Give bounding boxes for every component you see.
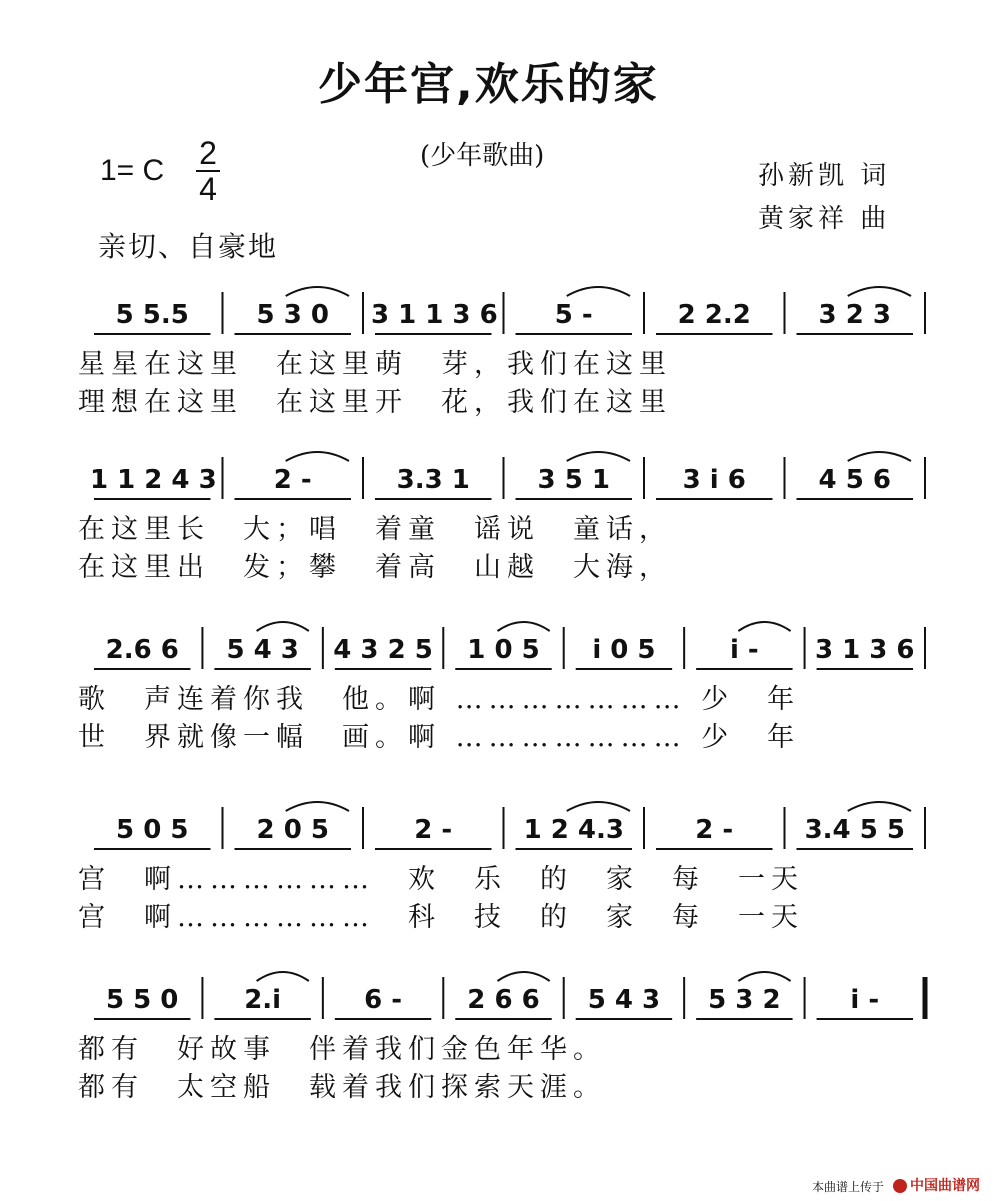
measure: 5 5.5 [115, 300, 189, 330]
lyric-line-2: 都有 太空船 载着我们探索天涯。 [78, 1072, 606, 1103]
slur-arc [497, 622, 549, 631]
measure: 1 2 4.3 [523, 815, 624, 845]
slur-arc [257, 972, 309, 981]
lyric-line-1: 星星在这里 在这里萌 芽，我们在这里 [78, 349, 672, 380]
footer-site-logo [893, 1175, 980, 1195]
measure: 3 5 1 [537, 465, 610, 495]
time-sig-top: 2 [199, 135, 217, 171]
measure: 5 4 3 [587, 985, 661, 1015]
slur-arc [738, 972, 790, 981]
measure: 3 1 1 3 6 [371, 300, 498, 330]
measure: 4 5 6 [818, 465, 891, 495]
slur-arc [848, 287, 911, 296]
measure: 2 - [273, 465, 312, 495]
slur-arc [497, 972, 549, 981]
composer-credit: 黄家祥 曲 [758, 204, 891, 234]
measure: i - [850, 985, 880, 1015]
slur-arc [738, 622, 790, 631]
time-sig-bottom: 4 [199, 171, 217, 207]
slur-arc [286, 452, 349, 461]
measure: 5 3 0 [256, 300, 329, 330]
measure: 2 - [695, 815, 734, 845]
key-signature: 1= C [100, 154, 165, 187]
measure: 5 0 5 [116, 815, 189, 845]
slur-arc [286, 802, 349, 811]
measure: 2 2.2 [677, 300, 751, 330]
measure: 2 - [414, 815, 453, 845]
lyric-line-1: 都有 好故事 伴着我们金色年华。 [78, 1034, 606, 1065]
lyric-line-1: 宫 啊……………… 欢 乐 的 家 每 一天 [78, 864, 804, 895]
measure: 3.4 5 5 [804, 815, 905, 845]
tempo-marking: 亲切、自豪地 [98, 230, 279, 263]
measure: 2 0 5 [256, 815, 329, 845]
lyric-line-2: 宫 啊……………… 科 技 的 家 每 一天 [78, 902, 804, 933]
measure: 1 1 2 4 3 [90, 465, 217, 495]
lyricist-credit: 孙新凯 词 [758, 161, 891, 191]
measure: 3.3 1 [396, 465, 470, 495]
lyric-line-2: 理想在这里 在这里开 花，我们在这里 [78, 387, 672, 418]
measure: 1 0 5 [467, 635, 540, 665]
measure: 4 3 2 5 [333, 635, 433, 665]
measure: 2.i [244, 985, 282, 1015]
measure: 5 3 2 [708, 985, 781, 1015]
song-subtitle: (少年歌曲) [420, 141, 545, 171]
site-logo-icon [893, 1179, 907, 1193]
slur-arc [567, 287, 630, 296]
measure: 2 6 6 [467, 985, 540, 1015]
measure: 3 i 6 [682, 465, 746, 495]
measure: 5 - [554, 300, 593, 330]
slur-arc [257, 622, 309, 631]
site-name: 中国曲谱网 [910, 1178, 980, 1194]
measure: 5 4 3 [226, 635, 299, 665]
measure: 3 1 3 6 [815, 635, 915, 665]
slur-arc [567, 802, 630, 811]
slur-arc [848, 452, 911, 461]
lyric-line-2: 在这里出 发；攀 着高 山越 大海， [78, 552, 672, 583]
lyric-line-1: 在这里长 大；唱 着童 谣说 童话， [78, 514, 672, 545]
slur-arc [286, 287, 349, 296]
measure: i 0 5 [592, 635, 656, 665]
measure: 6 - [364, 985, 403, 1015]
measure: 3 2 3 [818, 300, 891, 330]
measure: 5 5 0 [106, 985, 179, 1015]
footer-upload-text: 本曲谱上传于 [812, 1180, 885, 1194]
lyric-line-2: 世 界就像一幅 画。啊 ………………… 少 年 [78, 722, 801, 753]
slur-arc [848, 802, 911, 811]
slur-arc [567, 452, 630, 461]
lyric-line-1: 歌 声连着你我 他。啊 ………………… 少 年 [78, 684, 801, 715]
measure: 2.6 6 [105, 635, 179, 665]
song-title: 少年宫,欢乐的家 [318, 59, 659, 110]
measure: i - [729, 635, 759, 665]
